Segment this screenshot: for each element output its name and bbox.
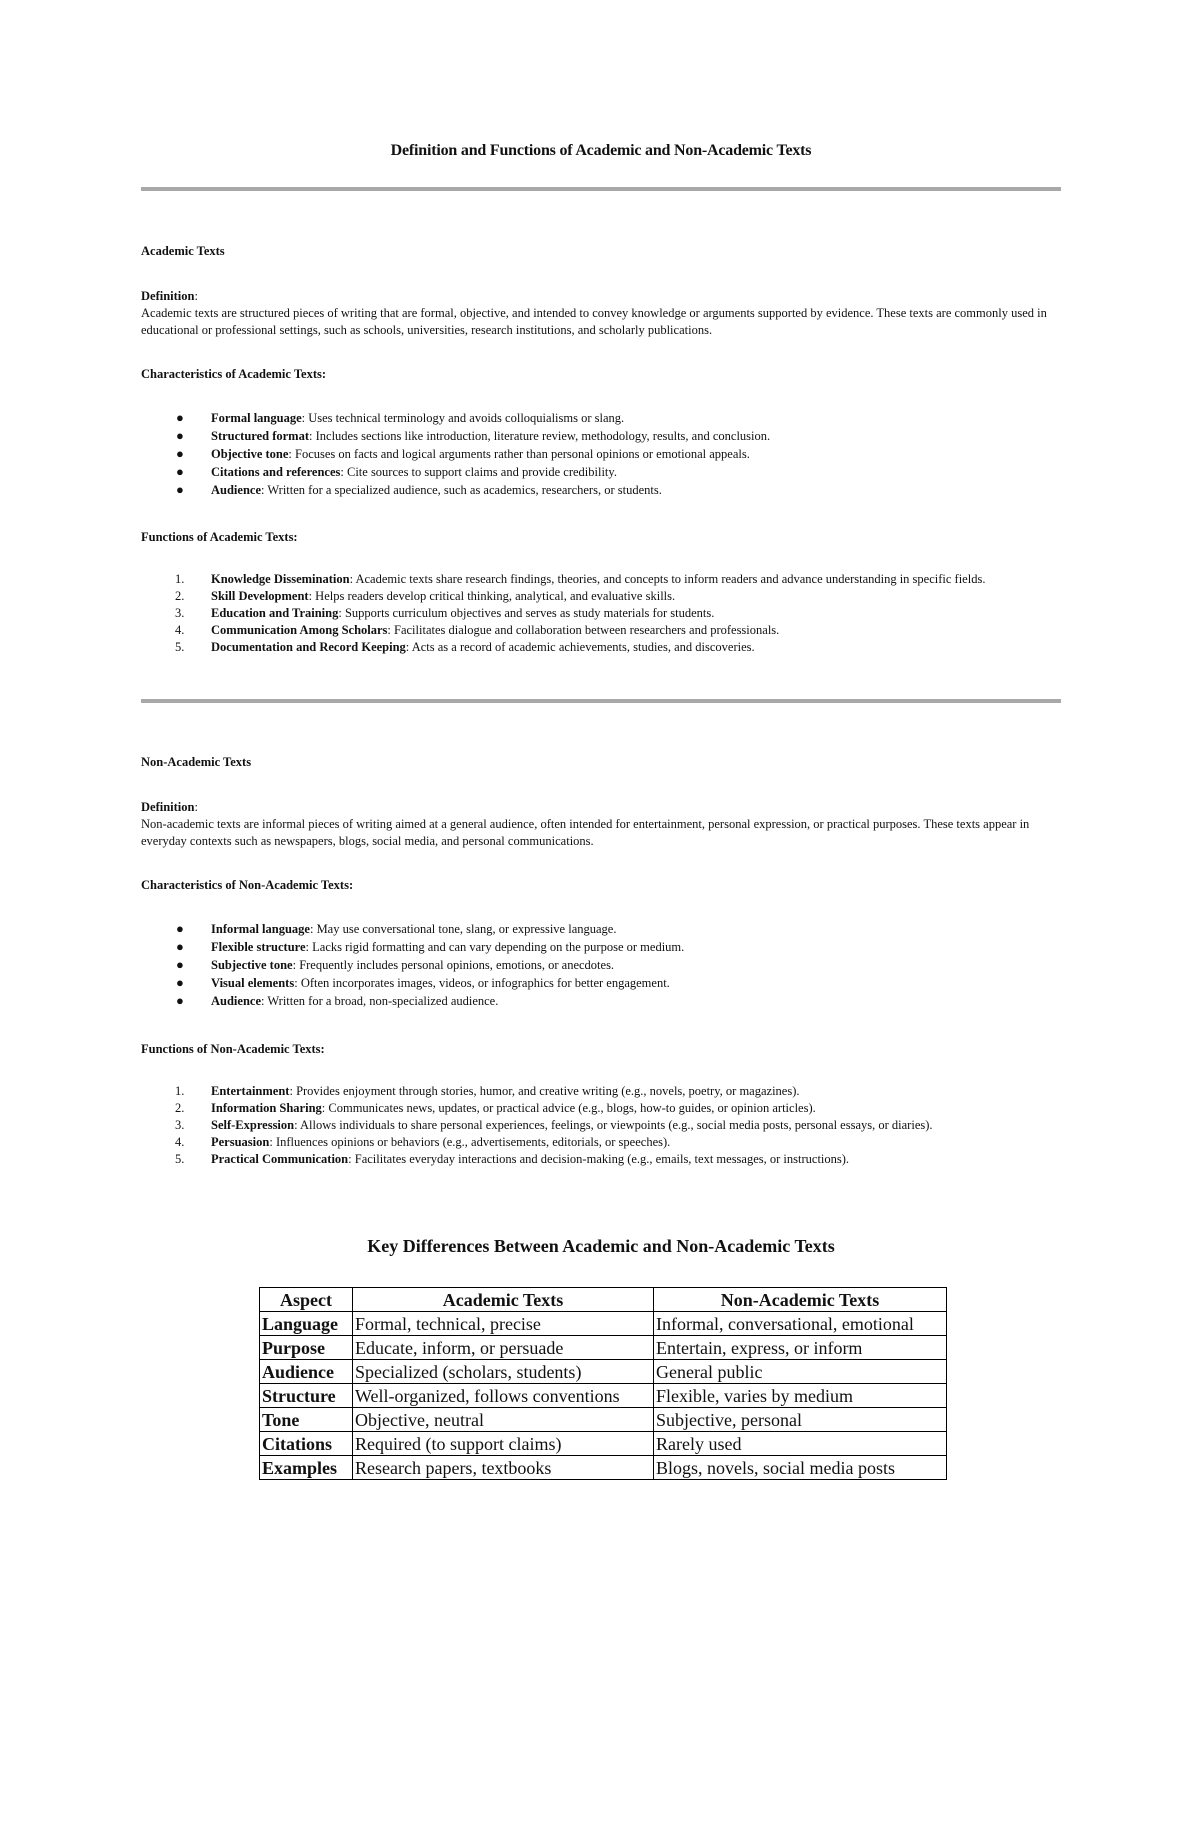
item-text: : Focuses on facts and logical arguments rather than personal opinions or emotional appeals. [288, 447, 750, 461]
item-text: : Communicates news, updates, or practical advice (e.g., blogs, how-to guides, or opinion articles). [321, 1101, 816, 1115]
item-term: Audience [211, 483, 261, 497]
item-term: Information Sharing [211, 1101, 322, 1115]
differences-table [259, 1287, 947, 1480]
item-term: Persuasion [211, 1135, 270, 1149]
bullet-icon: ● [176, 921, 184, 936]
list-item [141, 1117, 1061, 1134]
item-term: Audience [211, 994, 261, 1008]
item-text: : Frequently includes personal opinions, emotions, or anecdotes. [292, 958, 615, 972]
table-cell: Specialized (scholars, students) [353, 1360, 654, 1384]
item-term: Education and Training [211, 606, 339, 620]
bullet-icon: ● [176, 939, 184, 954]
academic-section-heading: Academic Texts [141, 244, 225, 258]
table-cell: Entertain, express, or inform [654, 1336, 947, 1360]
nonacademic-functions-list [141, 1083, 1061, 1168]
item-number: 1. [175, 572, 185, 586]
table-cell: Required (to support claims) [353, 1432, 654, 1456]
item-term: Citations and references [211, 465, 341, 479]
item-text: : Supports curriculum objectives and serves as study materials for students. [338, 606, 715, 620]
item-text: : Academic texts share research findings, theories, and concepts to inform readers and advance understanding in specific fields. [349, 572, 986, 586]
list-item [141, 639, 1061, 656]
academic-functions-list [141, 571, 1061, 656]
document-title: Definition and Functions of Academic and Non-Academic Texts [390, 142, 812, 159]
item-term: Practical Communication [211, 1152, 349, 1166]
divider [141, 187, 1061, 191]
item-term: Knowledge Dissemination [211, 572, 350, 586]
list-item [141, 409, 1061, 427]
item-text: : Lacks rigid formatting and can vary depending on the purpose or medium. [305, 940, 685, 954]
list-item [141, 974, 1061, 992]
list-item [141, 445, 1061, 463]
item-number: 3. [175, 1118, 185, 1132]
academic-functions-heading: Functions of Academic Texts: [141, 530, 298, 544]
nonacademic-characteristics-heading: Characteristics of Non-Academic Texts: [141, 878, 354, 892]
table-cell: Educate, inform, or persuade [353, 1336, 654, 1360]
table-cell: Flexible, varies by medium [654, 1384, 947, 1408]
table-row [260, 1360, 947, 1384]
column-header: Academic Texts [353, 1288, 654, 1312]
aspect-cell: Tone [260, 1408, 353, 1432]
table-cell: Formal, technical, precise [353, 1312, 654, 1336]
item-term: Flexible structure [211, 940, 306, 954]
definition-label: Definition [141, 800, 195, 814]
bullet-icon: ● [176, 957, 184, 972]
table-title: Key Differences Between Academic and Non-Academic Texts [367, 1236, 835, 1256]
bullet-icon: ● [176, 482, 184, 497]
item-term: Skill Development [211, 589, 309, 603]
table-cell: Objective, neutral [353, 1408, 654, 1432]
column-header: Aspect [260, 1288, 353, 1312]
list-item [141, 463, 1061, 481]
item-number: 2. [175, 589, 185, 603]
item-text: : Includes sections like introduction, literature review, methodology, results, and conclusion. [309, 429, 771, 443]
nonacademic-section-heading: Non-Academic Texts [141, 755, 252, 769]
list-item [141, 622, 1061, 639]
item-number: 1. [175, 1084, 185, 1098]
item-text: : Influences opinions or behaviors (e.g., advertisements, editorials, or speeches). [269, 1135, 671, 1149]
nonacademic-characteristics-list [141, 920, 1061, 1010]
item-text: : Written for a specialized audience, such as academics, researchers, or students. [261, 483, 662, 497]
item-term: Structured format [211, 429, 310, 443]
item-number: 2. [175, 1101, 185, 1115]
academic-characteristics-heading: Characteristics of Academic Texts: [141, 367, 327, 381]
item-text: : May use conversational tone, slang, or expressive language. [309, 922, 617, 936]
table-cell: Blogs, novels, social media posts [654, 1456, 947, 1480]
academic-characteristics-list [141, 409, 1061, 499]
item-term: Objective tone [211, 447, 289, 461]
list-item [141, 481, 1061, 499]
nonacademic-functions-heading: Functions of Non-Academic Texts: [141, 1042, 325, 1056]
item-number: 4. [175, 623, 185, 637]
item-text: : Uses technical terminology and avoids colloquialisms or slang. [301, 411, 625, 425]
item-term: Communication Among Scholars [211, 623, 388, 637]
item-term: Visual elements [211, 976, 295, 990]
table-row [260, 1312, 947, 1336]
item-text: : Acts as a record of academic achievements, studies, and discoveries. [405, 640, 755, 654]
list-item [141, 588, 1061, 605]
list-item [141, 956, 1061, 974]
definition-text: Non-academic texts are informal pieces of writing aimed at a general audience, often intended for entertainment, personal expression, or practical purposes. These texts appear in everyday contexts such as newspapers, blogs, social media, and personal communications. [141, 817, 1030, 848]
table-row [260, 1432, 947, 1456]
definition-label: Definition [141, 289, 195, 303]
item-text: : Allows individuals to share personal experiences, feelings, or viewpoints (e.g., social media posts, personal essays, or diaries). [294, 1118, 933, 1132]
bullet-icon: ● [176, 410, 184, 425]
list-item [141, 992, 1061, 1010]
list-item [141, 605, 1061, 622]
item-text: : Facilitates dialogue and collaboration between researchers and professionals. [387, 623, 780, 637]
list-item [141, 427, 1061, 445]
item-term: Self-Expression [211, 1118, 295, 1132]
bullet-icon: ● [176, 428, 184, 443]
bullet-icon: ● [176, 975, 184, 990]
bullet-icon: ● [176, 993, 184, 1008]
item-text: : Cite sources to support claims and provide credibility. [340, 465, 617, 479]
list-item [141, 571, 1061, 588]
item-number: 3. [175, 606, 185, 620]
academic-definition: Definition: Academic texts are structured pieces of writing that are formal, objective, and intended to convey knowledge or arguments supported by evidence. These texts are commonly used in educational or professional settings, such as schools, universities, research institutions, and scholarly publications. [141, 288, 1061, 339]
item-number: 5. [175, 1152, 185, 1166]
aspect-cell: Audience [260, 1360, 353, 1384]
aspect-cell: Examples [260, 1456, 353, 1480]
item-term: Subjective tone [211, 958, 293, 972]
divider [141, 699, 1061, 703]
item-number: 5. [175, 640, 185, 654]
definition-text: Academic texts are structured pieces of writing that are formal, objective, and intended to convey knowledge or arguments supported by evidence. These texts are commonly used in educational or professional settings, such as schools, universities, research institutions, and scholarly publications. [141, 306, 1047, 337]
item-text: : Facilitates everyday interactions and decision-making (e.g., emails, text messages, or instructions). [348, 1152, 850, 1166]
table-cell: Research papers, textbooks [353, 1456, 654, 1480]
item-text: : Helps readers develop critical thinking, analytical, and evaluative skills. [308, 589, 676, 603]
item-term: Informal language [211, 922, 310, 936]
table-row [260, 1336, 947, 1360]
item-term: Entertainment [211, 1084, 290, 1098]
list-item [141, 1134, 1061, 1151]
aspect-cell: Purpose [260, 1336, 353, 1360]
item-number: 4. [175, 1135, 185, 1149]
aspect-cell: Citations [260, 1432, 353, 1456]
table-cell: Well-organized, follows conventions [353, 1384, 654, 1408]
bullet-icon: ● [176, 464, 184, 479]
table-cell: Informal, conversational, emotional [654, 1312, 947, 1336]
item-text: : Written for a broad, non-specialized audience. [261, 994, 499, 1008]
table-row [260, 1456, 947, 1480]
table-header-row [260, 1288, 947, 1312]
aspect-cell: Language [260, 1312, 353, 1336]
list-item [141, 938, 1061, 956]
item-text: : Often incorporates images, videos, or infographics for better engagement. [294, 976, 670, 990]
nonacademic-definition: Definition: Non-academic texts are informal pieces of writing aimed at a general audience, often intended for entertainment, personal expression, or practical purposes. These texts appear in everyday contexts such as newspapers, blogs, social media, and personal communications. [141, 799, 1061, 850]
aspect-cell: Structure [260, 1384, 353, 1408]
list-item [141, 1151, 1061, 1168]
list-item [141, 1100, 1061, 1117]
table-cell: Subjective, personal [654, 1408, 947, 1432]
item-term: Documentation and Record Keeping [211, 640, 406, 654]
item-text: : Provides enjoyment through stories, humor, and creative writing (e.g., novels, poetry, or magazines). [289, 1084, 800, 1098]
table-row [260, 1408, 947, 1432]
column-header: Non-Academic Texts [654, 1288, 947, 1312]
list-item [141, 920, 1061, 938]
item-term: Formal language [211, 411, 302, 425]
table-cell: General public [654, 1360, 947, 1384]
list-item [141, 1083, 1061, 1100]
table-cell: Rarely used [654, 1432, 947, 1456]
bullet-icon: ● [176, 446, 184, 461]
table-row [260, 1384, 947, 1408]
